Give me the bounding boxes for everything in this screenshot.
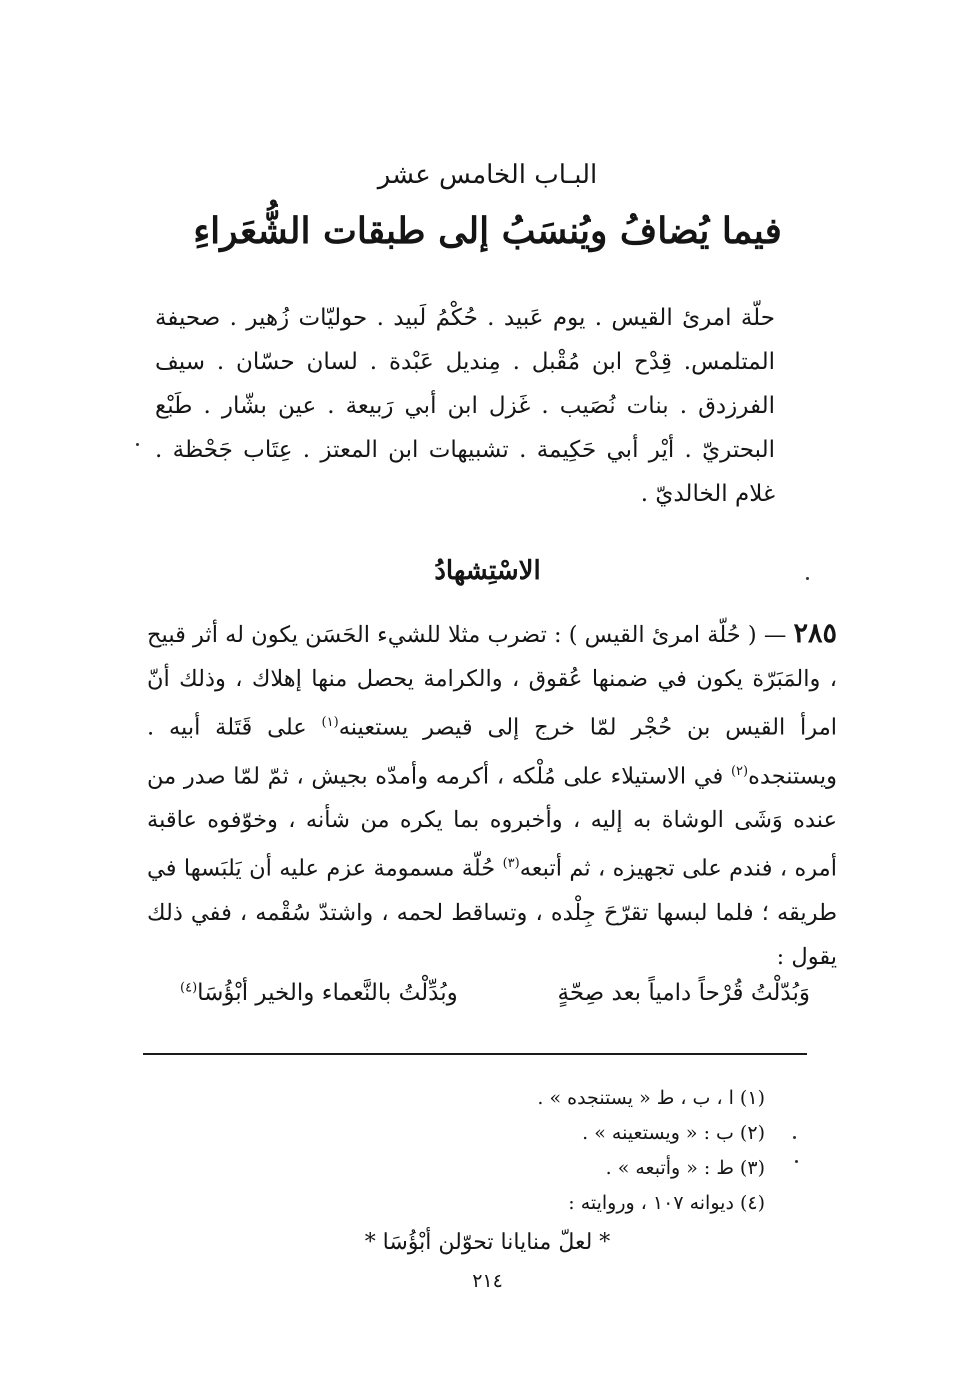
page-number: ٢١٤ (472, 1270, 503, 1292)
entry-paragraph (147, 612, 837, 979)
footnote-2: (٢) ب : « ويستعينه » . (582, 1122, 765, 1144)
footnote-3: (٣) ط : « وأتبعه » . (605, 1157, 765, 1179)
chapter-label: البـاب الخامس عشر (377, 160, 598, 190)
footnote-ref-3: (٣) (502, 856, 520, 871)
entry-number: ٢٨٥ (793, 618, 838, 649)
section-heading: الاسْتِشهادُ (434, 556, 541, 586)
chapter-contents: حلّة امرئ القيس . يوم عَبيد . حُكْمُ لَبيد . حوليّات زُهير . صحيفة المتلمس. قِدْح ابن مُقْبل . مِنديل عَبْدة . لسان حسّان . سيف الفرزدق . بنات نُصَيب . غَزل ابن أبي رَبيعة . عين بشّار . طَبْع البحتريّ . أيْر أبي حَكِيمة . تشبيهات ابن المعتز . عِتَاب جَحْظة . غلام الخالديّ . (155, 305, 775, 507)
verse-first-hemistich: وَبُدّلْتُ قُرْحاً دامياً بعد صِحّةٍ (557, 980, 810, 1006)
footnote-ref-2: (٢) (730, 763, 749, 779)
chapter-title: فيما يُضافُ ويُنسَبُ إلى طبقات الشُّعَراءِ (193, 210, 782, 252)
entry-dash: — (763, 622, 787, 648)
verse-second-text: وبُدِّلْتُ بالنَّعماء والخير أبْؤُسَا (197, 980, 458, 1006)
footnotes (245, 1081, 765, 1221)
footnote-separator (143, 1053, 807, 1055)
footnote-1: (١) ا ، ب ، ط « يستنجده » . (537, 1087, 765, 1109)
verse-line (180, 980, 810, 1006)
scan-speck (793, 1136, 796, 1139)
entry-name: ( حُلّة امرئ القيس ) (568, 622, 757, 648)
footnote-4: (٤) ديوانه ١٠٧ ، وروايته : (568, 1192, 765, 1214)
entry-text-3: في الاستيلاء على مُلْكه ، أكرمه وأمدّه بجيش ، ثمّ لمّا صدر من عنده وَشَى الوشاة به إليه ، وأخبروه بما يكره من شأنه ، وخوّفوه عاقبة أمره ، فندم على تجهيزه ، ثم أتبعه (147, 763, 837, 882)
entry-text-1: : تضرب مثلا للشيء الحَسَن يكون له أثر قبيح ، والمَبَرّة يكون في ضمنها عُقوق ، والكرامة يحصل منها إهلاك ، وذلك أنّ امرأ القيس بن حُجْر لمّا خرج إلى قيصر يستعينه (147, 622, 838, 741)
entry-text-2: على قَتَلة أبيه . ويستنجده (147, 714, 838, 789)
scan-speck (795, 1160, 798, 1163)
scan-speck (806, 577, 809, 580)
footnote-ref-1: (١) (321, 715, 339, 730)
footnote-verse: * لعلّ منايانا تحوّلن أبْؤُسَا * (364, 1230, 611, 1255)
footnote-ref-4: (٤) (180, 980, 198, 996)
verse-second-hemistich (180, 980, 458, 1006)
entry-text-4: حُلّة مسمومة عزم عليه أن يَلبَسها في طريقه ؛ فلما لبسها تقرّحَ جِلْده ، وتساقط لحمه ، واشتدّ سُقْمه ، ففي ذلك يقول : (147, 855, 837, 970)
scan-speck (136, 443, 139, 446)
